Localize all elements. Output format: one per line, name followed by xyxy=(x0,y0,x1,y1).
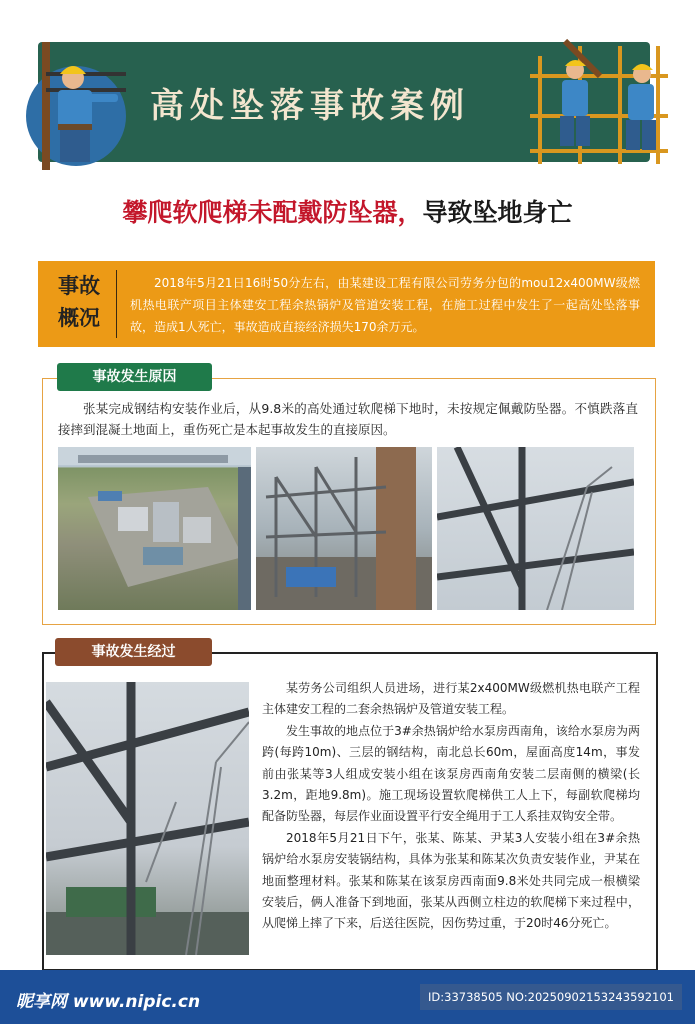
overview-label xyxy=(54,270,104,334)
worker-left-icon xyxy=(18,42,128,170)
overview-label-line1: 事故 xyxy=(58,274,100,298)
footer-id: ID:33738505 NO:20250902153243592101 xyxy=(420,984,682,1010)
headline-dark: 导致坠地身亡 xyxy=(422,198,573,227)
banner-title: 高处坠落事故案例 xyxy=(150,86,470,126)
process-paragraph-2: 发生事故的地点位于3#余热锅炉给水泵房西南角，该给水泵房为两跨(每跨10m)、三层的钢结构，南北总长60m，屋面高度14m，事发前由张某等3人组成安装小组在该泵房西南角安装二层南侧的横梁(长3.2m，距地9.8m)。施工现场设置软爬梯供工人上下，每副软爬梯均配备防坠器，每层作业面设置平行安全绳用于工人系挂双钩安全带。 xyxy=(262,723,640,824)
crane-steel-photo xyxy=(46,682,249,955)
cause-tab: 事故发生原因 xyxy=(57,363,212,391)
workers-scaffold-icon xyxy=(530,36,668,164)
cause-text: 张某完成钢结构安装作业后，从9.8米的高处通过软爬梯下地时，未按规定佩戴防坠器。不慎跌落直接摔到混凝土地面上，重伤死亡是本起事故发生的直接原因。 xyxy=(58,401,638,437)
site-aerial-photo xyxy=(58,447,251,610)
process-paragraph-1: 某劳务公司组织人员进场，进行某2x400MW级燃机热电联产工程主体建安工程的二套余热锅炉及管道安装工程。 xyxy=(262,681,640,717)
headline-red: 攀爬软爬梯未配戴防坠器， xyxy=(122,198,423,227)
overview-label-line2: 概况 xyxy=(58,306,100,330)
process-text xyxy=(262,678,640,935)
process-tab: 事故发生经过 xyxy=(55,638,212,666)
process-paragraph-3: 2018年5月21日下午，张某、陈某、尹某3人安装小组在3#余热锅炉给水泵房安装锅结构，具体为张某和陈某次负责安装作业，尹某在地面整理材料。张某和陈某在该泵房西南面9.8米处共同完成一根横梁安装后，俩人准备下到地面，张某从西侧立柱边的软爬梯下来过程中，从爬悌上摔了下来，后送往医院，因伤势过重，于20时46分死亡。 xyxy=(262,830,640,931)
headline xyxy=(0,193,695,229)
overview-divider xyxy=(116,270,117,338)
overview-text: 2018年5月21日16时50分左右，由某建设工程有限公司劳务分包的mou12x400MW级燃机热电联产项目主体建安工程余热锅炉及管道安装工程，在施工过程中发生了一起高处坠落事故，造成1人死亡，事故造成直接经济损失170余万元。 xyxy=(130,276,640,334)
steel-structure-photo xyxy=(256,447,432,610)
crane-photo xyxy=(437,447,634,610)
footer-brand[interactable]: 昵享网 www.nipic.cn xyxy=(16,992,201,1012)
